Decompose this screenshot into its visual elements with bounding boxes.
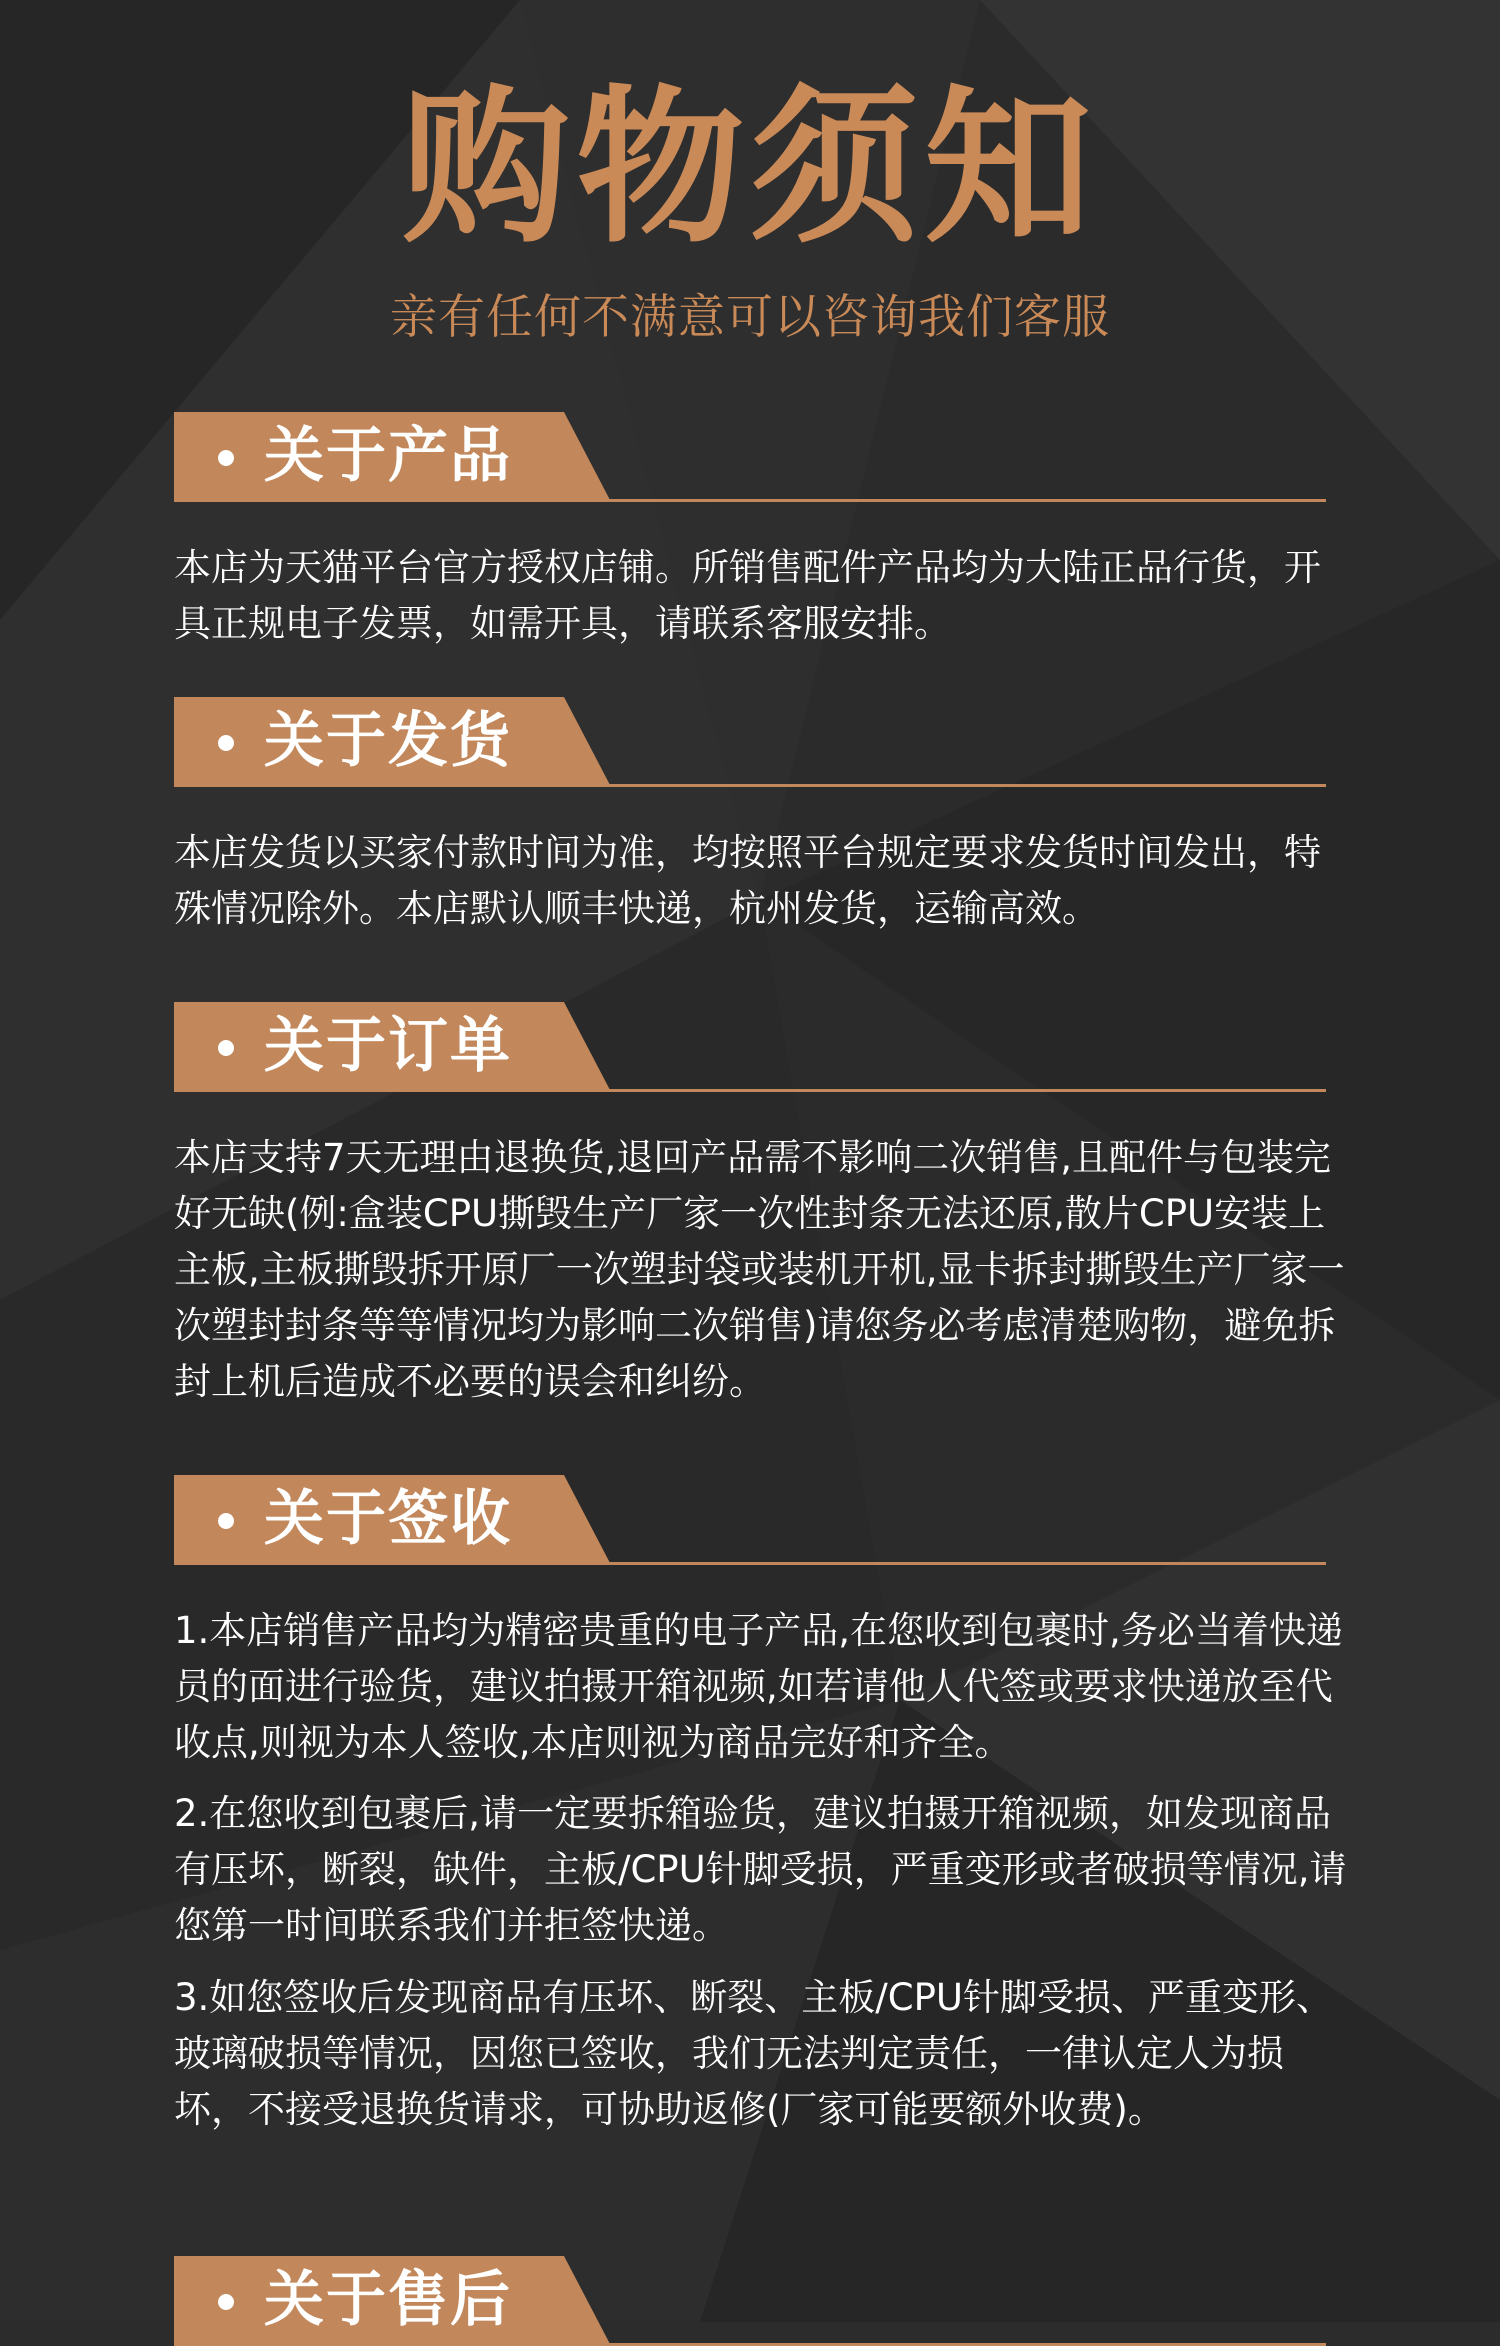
page-title: 购物须知: [402, 70, 1098, 266]
section-title: 关于产品: [264, 421, 512, 491]
bullet-dot-icon: [218, 450, 234, 466]
section-paragraph: 2.在您收到包裹后,请一定要拆箱验货，建议拍摄开箱视频，如发现商品有压坏，断裂，缺件，主板/CPU针脚受损，严重变形或者破损等情况,请您第一时间联系我们并拒签快递。: [174, 1792, 1347, 1947]
section-paragraph: 本店为天猫平台官方授权店铺。所销售配件产品均为大陆正品行货，开具正规电子发票，如需开具，请联系客服安排。: [174, 546, 1321, 645]
bullet-dot-icon: [218, 2294, 234, 2310]
section-paragraph: 本店支持7天无理由退换货,退回产品需不影响二次销售,且配件与包装完好无缺(例:盒装CPU撕毁生产厂家一次性封条无法还原,散片CPU安装上主板,主板撕毁拆开原厂一次塑封袋或装机开机,显卡拆封撕毁生产厂家一次塑封封条等等情况均为影响二次销售)请您务必考虑清楚购物，避免拆封上机后造成不必要的误会和纠纷。: [174, 1136, 1345, 1403]
section-divider: [174, 784, 1326, 787]
bullet-dot-icon: [218, 1513, 234, 1529]
section-header-aftersales: [174, 2256, 1326, 2346]
section-header-shipping: [174, 697, 1326, 787]
section-title: 关于售后: [264, 2265, 512, 2335]
section-paragraph: 3.如您签收后发现商品有压坏、断裂、主板/CPU针脚受损、严重变形、玻璃破损等情况，因您已签收，我们无法判定责任，一律认定人为损坏，不接受退换货请求，可协助返修(厂家可能要额外收费)。: [174, 1976, 1333, 2131]
section-paragraph: 1.本店销售产品均为精密贵重的电子产品,在您收到包裹时,务必当着快递员的面进行验货，建议拍摄开箱视频,如若请他人代签或要求快递放至代收点,则视为本人签收,本店则视为商品完好和齐全。: [174, 1609, 1343, 1764]
section-title: 关于发货: [264, 706, 512, 776]
section-header-order: [174, 1002, 1326, 1092]
section-header-receipt: [174, 1475, 1326, 1565]
section-divider: [174, 1562, 1326, 1565]
page-subtitle: 亲有任何不满意可以咨询我们客服: [390, 290, 1110, 345]
bullet-dot-icon: [218, 735, 234, 751]
section-divider: [174, 1089, 1326, 1092]
section-paragraph: 本店发货以买家付款时间为准，均按照平台规定要求发货时间发出，特殊情况除外。本店默认顺丰快递，杭州发货，运输高效。: [174, 831, 1321, 930]
section-divider: [174, 499, 1326, 502]
section-title: 关于签收: [264, 1484, 512, 1554]
section-header-product: [174, 412, 1326, 502]
bullet-dot-icon: [218, 1040, 234, 1056]
section-title: 关于订单: [264, 1011, 512, 1081]
